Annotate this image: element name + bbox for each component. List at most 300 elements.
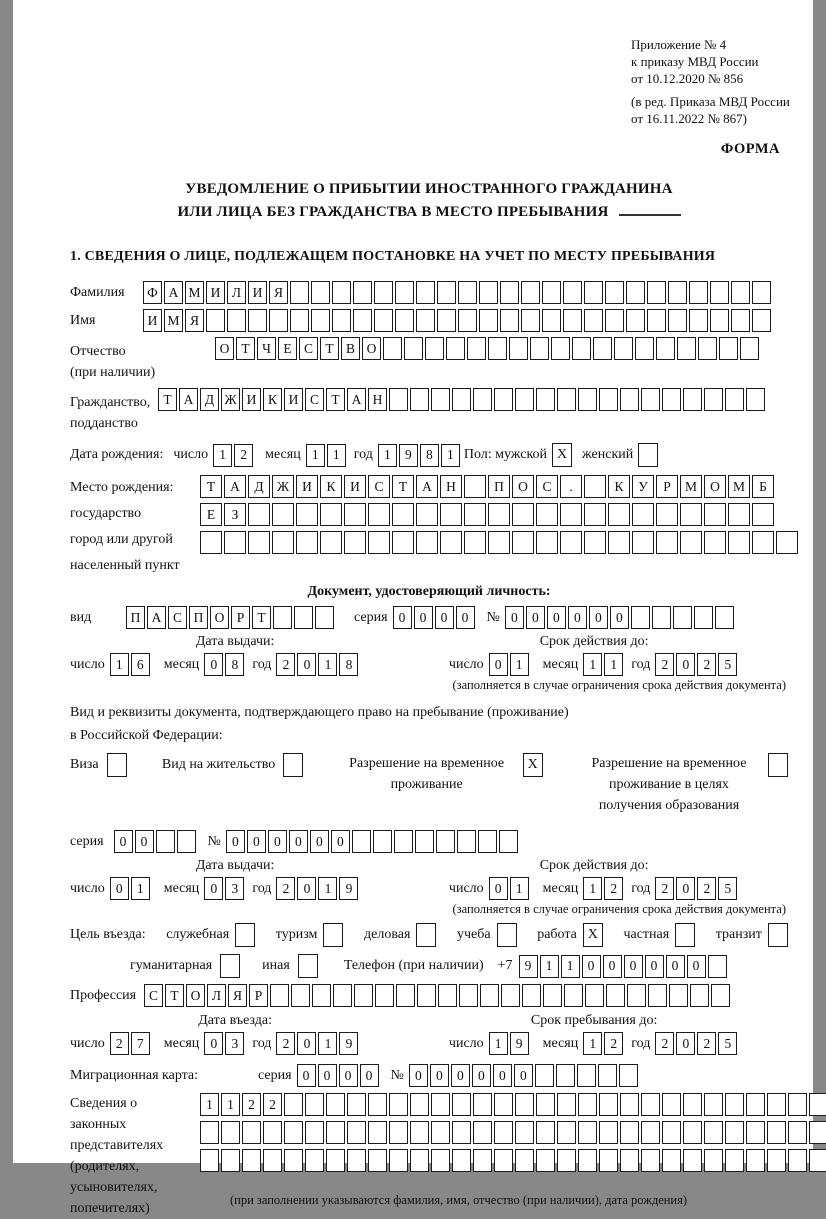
- char-cell[interactable]: [708, 955, 727, 978]
- char-cell[interactable]: З: [224, 503, 246, 526]
- char-cell[interactable]: [710, 309, 729, 332]
- char-cell[interactable]: [543, 984, 562, 1007]
- char-cell[interactable]: [690, 984, 709, 1007]
- char-cell[interactable]: [272, 531, 294, 554]
- char-cell[interactable]: [619, 1064, 638, 1087]
- char-cell[interactable]: [788, 1149, 807, 1172]
- char-cell[interactable]: [704, 1093, 723, 1116]
- char-cell[interactable]: 0: [666, 955, 685, 978]
- char-cell[interactable]: [352, 830, 371, 853]
- char-cell[interactable]: [410, 1149, 429, 1172]
- char-cell[interactable]: [536, 1121, 555, 1144]
- char-cell[interactable]: [416, 281, 435, 304]
- char-cell[interactable]: Я: [185, 309, 204, 332]
- char-cell[interactable]: 9: [399, 444, 418, 467]
- char-cell[interactable]: М: [185, 281, 204, 304]
- char-cell[interactable]: 1: [489, 1032, 508, 1055]
- checkbox-purpose-work[interactable]: X: [583, 923, 603, 947]
- char-cell[interactable]: [473, 1149, 492, 1172]
- char-cell[interactable]: [673, 606, 692, 629]
- char-cell[interactable]: [632, 503, 654, 526]
- char-cell[interactable]: [647, 309, 666, 332]
- char-cell[interactable]: [273, 606, 292, 629]
- char-cell[interactable]: [459, 984, 478, 1007]
- char-cell[interactable]: [536, 388, 555, 411]
- char-cell[interactable]: [788, 1121, 807, 1144]
- char-cell[interactable]: [662, 1093, 681, 1116]
- char-cell[interactable]: [488, 503, 510, 526]
- char-cell[interactable]: 0: [331, 830, 350, 853]
- char-cell[interactable]: [438, 984, 457, 1007]
- char-cell[interactable]: [767, 1093, 786, 1116]
- char-cell[interactable]: [373, 830, 392, 853]
- char-cell[interactable]: 2: [242, 1093, 261, 1116]
- char-cell[interactable]: В: [341, 337, 360, 360]
- char-cell[interactable]: Л: [207, 984, 226, 1007]
- char-cell[interactable]: [752, 531, 774, 554]
- char-cell[interactable]: [515, 388, 534, 411]
- char-cell[interactable]: 5: [718, 877, 737, 900]
- char-cell[interactable]: 0: [451, 1064, 470, 1087]
- char-cell[interactable]: Я: [269, 281, 288, 304]
- char-cell[interactable]: [290, 309, 309, 332]
- char-cell[interactable]: [479, 281, 498, 304]
- char-cell[interactable]: [809, 1149, 826, 1172]
- checkbox-residence-permit[interactable]: [283, 753, 303, 777]
- char-cell[interactable]: [776, 531, 798, 554]
- char-cell[interactable]: Ж: [272, 475, 294, 498]
- char-cell[interactable]: 0: [204, 653, 223, 676]
- char-cell[interactable]: [677, 337, 696, 360]
- char-cell[interactable]: [599, 1121, 618, 1144]
- char-cell[interactable]: [557, 388, 576, 411]
- char-cell[interactable]: 3: [225, 877, 244, 900]
- char-cell[interactable]: [284, 1093, 303, 1116]
- char-cell[interactable]: [656, 531, 678, 554]
- char-cell[interactable]: [305, 1093, 324, 1116]
- char-cell[interactable]: А: [224, 475, 246, 498]
- char-cell[interactable]: 2: [263, 1093, 282, 1116]
- char-cell[interactable]: 0: [456, 606, 475, 629]
- char-cell[interactable]: Д: [200, 388, 219, 411]
- char-cell[interactable]: 0: [393, 606, 412, 629]
- char-cell[interactable]: [332, 281, 351, 304]
- char-cell[interactable]: [333, 984, 352, 1007]
- char-cell[interactable]: [248, 503, 270, 526]
- char-cell[interactable]: [395, 281, 414, 304]
- char-cell[interactable]: [494, 1149, 513, 1172]
- char-cell[interactable]: [410, 1093, 429, 1116]
- char-cell[interactable]: [452, 1093, 471, 1116]
- char-cell[interactable]: [752, 503, 774, 526]
- char-cell[interactable]: 1: [318, 653, 337, 676]
- char-cell[interactable]: [464, 475, 486, 498]
- char-cell[interactable]: [383, 337, 402, 360]
- char-cell[interactable]: [530, 337, 549, 360]
- char-cell[interactable]: [556, 1064, 575, 1087]
- char-cell[interactable]: [272, 503, 294, 526]
- char-cell[interactable]: [788, 1093, 807, 1116]
- char-cell[interactable]: [605, 309, 624, 332]
- char-cell[interactable]: 0: [114, 830, 133, 853]
- char-cell[interactable]: 2: [655, 877, 674, 900]
- char-cell[interactable]: [320, 531, 342, 554]
- char-cell[interactable]: [584, 309, 603, 332]
- char-cell[interactable]: 1: [583, 1032, 602, 1055]
- char-cell[interactable]: [320, 503, 342, 526]
- char-cell[interactable]: [494, 1093, 513, 1116]
- char-cell[interactable]: [704, 531, 726, 554]
- char-cell[interactable]: А: [147, 606, 166, 629]
- char-cell[interactable]: [389, 388, 408, 411]
- char-cell[interactable]: [641, 1149, 660, 1172]
- char-cell[interactable]: И: [248, 281, 267, 304]
- char-cell[interactable]: [431, 1093, 450, 1116]
- char-cell[interactable]: [683, 1093, 702, 1116]
- char-cell[interactable]: Л: [227, 281, 246, 304]
- char-cell[interactable]: [584, 503, 606, 526]
- char-cell[interactable]: [509, 337, 528, 360]
- checkbox-visa[interactable]: [107, 753, 127, 777]
- checkbox-purpose-study[interactable]: [497, 923, 517, 947]
- char-cell[interactable]: 2: [655, 653, 674, 676]
- char-cell[interactable]: [711, 984, 730, 1007]
- char-cell[interactable]: 1: [441, 444, 460, 467]
- char-cell[interactable]: [312, 984, 331, 1007]
- char-cell[interactable]: 1: [110, 653, 129, 676]
- char-cell[interactable]: [326, 1149, 345, 1172]
- char-cell[interactable]: 1: [318, 1032, 337, 1055]
- char-cell[interactable]: 0: [409, 1064, 428, 1087]
- char-cell[interactable]: [479, 309, 498, 332]
- char-cell[interactable]: И: [143, 309, 162, 332]
- char-cell[interactable]: [752, 281, 771, 304]
- char-cell[interactable]: 7: [131, 1032, 150, 1055]
- char-cell[interactable]: 8: [420, 444, 439, 467]
- char-cell[interactable]: [515, 1149, 534, 1172]
- char-cell[interactable]: [315, 606, 334, 629]
- char-cell[interactable]: [464, 531, 486, 554]
- char-cell[interactable]: 8: [339, 653, 358, 676]
- char-cell[interactable]: [648, 984, 667, 1007]
- char-cell[interactable]: 8: [225, 653, 244, 676]
- char-cell[interactable]: М: [680, 475, 702, 498]
- char-cell[interactable]: [452, 1121, 471, 1144]
- char-cell[interactable]: [698, 337, 717, 360]
- char-cell[interactable]: [578, 1121, 597, 1144]
- char-cell[interactable]: [599, 388, 618, 411]
- char-cell[interactable]: [668, 281, 687, 304]
- char-cell[interactable]: [728, 531, 750, 554]
- char-cell[interactable]: [809, 1093, 826, 1116]
- char-cell[interactable]: [415, 830, 434, 853]
- char-cell[interactable]: [395, 309, 414, 332]
- checkbox-purpose-official[interactable]: [235, 923, 255, 947]
- char-cell[interactable]: [662, 388, 681, 411]
- char-cell[interactable]: И: [206, 281, 225, 304]
- char-cell[interactable]: 0: [360, 1064, 379, 1087]
- char-cell[interactable]: Ж: [221, 388, 240, 411]
- char-cell[interactable]: [694, 606, 713, 629]
- char-cell[interactable]: [488, 337, 507, 360]
- char-cell[interactable]: [515, 1121, 534, 1144]
- char-cell[interactable]: [177, 830, 196, 853]
- char-cell[interactable]: [494, 1121, 513, 1144]
- char-cell[interactable]: К: [608, 475, 630, 498]
- char-cell[interactable]: 2: [604, 1032, 623, 1055]
- char-cell[interactable]: [560, 503, 582, 526]
- char-cell[interactable]: [224, 531, 246, 554]
- char-cell[interactable]: 2: [697, 877, 716, 900]
- char-cell[interactable]: 1: [510, 877, 529, 900]
- checkbox-temp-residence[interactable]: X: [523, 753, 543, 777]
- char-cell[interactable]: [344, 531, 366, 554]
- char-cell[interactable]: Т: [320, 337, 339, 360]
- char-cell[interactable]: [584, 281, 603, 304]
- char-cell[interactable]: [284, 1121, 303, 1144]
- char-cell[interactable]: [704, 503, 726, 526]
- char-cell[interactable]: О: [210, 606, 229, 629]
- char-cell[interactable]: [626, 309, 645, 332]
- char-cell[interactable]: [752, 309, 771, 332]
- char-cell[interactable]: 0: [204, 1032, 223, 1055]
- char-cell[interactable]: Н: [368, 388, 387, 411]
- char-cell[interactable]: [296, 503, 318, 526]
- char-cell[interactable]: [446, 337, 465, 360]
- char-cell[interactable]: [431, 388, 450, 411]
- char-cell[interactable]: [425, 337, 444, 360]
- char-cell[interactable]: А: [164, 281, 183, 304]
- char-cell[interactable]: [631, 606, 650, 629]
- checkbox-purpose-humanitarian[interactable]: [220, 954, 240, 978]
- char-cell[interactable]: 0: [493, 1064, 512, 1087]
- char-cell[interactable]: 9: [339, 1032, 358, 1055]
- char-cell[interactable]: [584, 475, 606, 498]
- char-cell[interactable]: У: [632, 475, 654, 498]
- char-cell[interactable]: П: [488, 475, 510, 498]
- char-cell[interactable]: С: [144, 984, 163, 1007]
- char-cell[interactable]: С: [168, 606, 187, 629]
- char-cell[interactable]: [501, 984, 520, 1007]
- char-cell[interactable]: [536, 1093, 555, 1116]
- char-cell[interactable]: [560, 531, 582, 554]
- char-cell[interactable]: 0: [526, 606, 545, 629]
- char-cell[interactable]: [689, 281, 708, 304]
- char-cell[interactable]: [731, 309, 750, 332]
- char-cell[interactable]: [200, 1149, 219, 1172]
- char-cell[interactable]: [599, 1093, 618, 1116]
- char-cell[interactable]: [392, 531, 414, 554]
- char-cell[interactable]: [564, 984, 583, 1007]
- char-cell[interactable]: Ч: [257, 337, 276, 360]
- char-cell[interactable]: 1: [378, 444, 397, 467]
- char-cell[interactable]: [248, 309, 267, 332]
- char-cell[interactable]: 0: [247, 830, 266, 853]
- char-cell[interactable]: [368, 1093, 387, 1116]
- char-cell[interactable]: [704, 1149, 723, 1172]
- char-cell[interactable]: [494, 388, 513, 411]
- char-cell[interactable]: [410, 1121, 429, 1144]
- char-cell[interactable]: [473, 1093, 492, 1116]
- char-cell[interactable]: Е: [278, 337, 297, 360]
- char-cell[interactable]: [410, 388, 429, 411]
- checkbox-purpose-transit[interactable]: [768, 923, 788, 947]
- char-cell[interactable]: [542, 281, 561, 304]
- char-cell[interactable]: [374, 281, 393, 304]
- char-cell[interactable]: [662, 1121, 681, 1144]
- char-cell[interactable]: 1: [200, 1093, 219, 1116]
- checkbox-temp-residence-education[interactable]: [768, 753, 788, 777]
- checkbox-female[interactable]: [638, 443, 658, 467]
- char-cell[interactable]: 2: [110, 1032, 129, 1055]
- char-cell[interactable]: [353, 309, 372, 332]
- char-cell[interactable]: [593, 337, 612, 360]
- char-cell[interactable]: [632, 531, 654, 554]
- char-cell[interactable]: 0: [603, 955, 622, 978]
- char-cell[interactable]: [326, 1121, 345, 1144]
- char-cell[interactable]: [656, 503, 678, 526]
- char-cell[interactable]: [704, 388, 723, 411]
- char-cell[interactable]: 0: [582, 955, 601, 978]
- char-cell[interactable]: А: [416, 475, 438, 498]
- char-cell[interactable]: .: [560, 475, 582, 498]
- char-cell[interactable]: [416, 503, 438, 526]
- char-cell[interactable]: 1: [540, 955, 559, 978]
- char-cell[interactable]: 9: [519, 955, 538, 978]
- char-cell[interactable]: 0: [430, 1064, 449, 1087]
- char-cell[interactable]: [536, 531, 558, 554]
- char-cell[interactable]: К: [320, 475, 342, 498]
- char-cell[interactable]: [608, 531, 630, 554]
- char-cell[interactable]: [392, 503, 414, 526]
- char-cell[interactable]: [368, 531, 390, 554]
- char-cell[interactable]: И: [296, 475, 318, 498]
- char-cell[interactable]: [452, 1149, 471, 1172]
- char-cell[interactable]: [437, 281, 456, 304]
- char-cell[interactable]: [221, 1121, 240, 1144]
- char-cell[interactable]: [480, 984, 499, 1007]
- char-cell[interactable]: [437, 309, 456, 332]
- char-cell[interactable]: А: [347, 388, 366, 411]
- char-cell[interactable]: [263, 1149, 282, 1172]
- char-cell[interactable]: 5: [718, 1032, 737, 1055]
- char-cell[interactable]: Т: [326, 388, 345, 411]
- char-cell[interactable]: И: [242, 388, 261, 411]
- char-cell[interactable]: [599, 1149, 618, 1172]
- char-cell[interactable]: [680, 531, 702, 554]
- char-cell[interactable]: Т: [165, 984, 184, 1007]
- char-cell[interactable]: [500, 281, 519, 304]
- char-cell[interactable]: Т: [200, 475, 222, 498]
- char-cell[interactable]: [620, 1121, 639, 1144]
- char-cell[interactable]: [683, 1149, 702, 1172]
- char-cell[interactable]: [683, 388, 702, 411]
- char-cell[interactable]: 1: [327, 444, 346, 467]
- char-cell[interactable]: [368, 1121, 387, 1144]
- checkbox-purpose-other[interactable]: [298, 954, 318, 978]
- char-cell[interactable]: 2: [276, 1032, 295, 1055]
- char-cell[interactable]: 0: [624, 955, 643, 978]
- char-cell[interactable]: 0: [568, 606, 587, 629]
- char-cell[interactable]: П: [126, 606, 145, 629]
- char-cell[interactable]: [656, 337, 675, 360]
- char-cell[interactable]: [368, 1149, 387, 1172]
- char-cell[interactable]: 1: [318, 877, 337, 900]
- char-cell[interactable]: [620, 388, 639, 411]
- char-cell[interactable]: [396, 984, 415, 1007]
- char-cell[interactable]: [572, 337, 591, 360]
- char-cell[interactable]: 0: [589, 606, 608, 629]
- char-cell[interactable]: [389, 1121, 408, 1144]
- char-cell[interactable]: [326, 1093, 345, 1116]
- char-cell[interactable]: 5: [718, 653, 737, 676]
- char-cell[interactable]: [389, 1093, 408, 1116]
- char-cell[interactable]: [354, 984, 373, 1007]
- char-cell[interactable]: [521, 281, 540, 304]
- char-cell[interactable]: 0: [676, 877, 695, 900]
- char-cell[interactable]: 0: [414, 606, 433, 629]
- char-cell[interactable]: Т: [392, 475, 414, 498]
- char-cell[interactable]: [620, 1149, 639, 1172]
- char-cell[interactable]: 2: [604, 877, 623, 900]
- char-cell[interactable]: [200, 1121, 219, 1144]
- char-cell[interactable]: 0: [297, 653, 316, 676]
- char-cell[interactable]: 0: [610, 606, 629, 629]
- char-cell[interactable]: [662, 1149, 681, 1172]
- char-cell[interactable]: 0: [645, 955, 664, 978]
- char-cell[interactable]: [156, 830, 175, 853]
- char-cell[interactable]: [431, 1121, 450, 1144]
- char-cell[interactable]: 0: [489, 653, 508, 676]
- char-cell[interactable]: 0: [289, 830, 308, 853]
- char-cell[interactable]: П: [189, 606, 208, 629]
- char-cell[interactable]: Т: [252, 606, 271, 629]
- char-cell[interactable]: [551, 337, 570, 360]
- char-cell[interactable]: [305, 1149, 324, 1172]
- char-cell[interactable]: [614, 337, 633, 360]
- char-cell[interactable]: [598, 1064, 617, 1087]
- char-cell[interactable]: [557, 1093, 576, 1116]
- char-cell[interactable]: 0: [505, 606, 524, 629]
- char-cell[interactable]: [578, 1093, 597, 1116]
- char-cell[interactable]: К: [263, 388, 282, 411]
- char-cell[interactable]: 1: [561, 955, 580, 978]
- char-cell[interactable]: А: [179, 388, 198, 411]
- char-cell[interactable]: [725, 1093, 744, 1116]
- char-cell[interactable]: 1: [213, 444, 232, 467]
- char-cell[interactable]: 0: [547, 606, 566, 629]
- char-cell[interactable]: [332, 309, 351, 332]
- char-cell[interactable]: 0: [514, 1064, 533, 1087]
- char-cell[interactable]: [464, 503, 486, 526]
- char-cell[interactable]: [394, 830, 413, 853]
- char-cell[interactable]: [242, 1149, 261, 1172]
- char-cell[interactable]: Т: [236, 337, 255, 360]
- char-cell[interactable]: 0: [297, 1032, 316, 1055]
- char-cell[interactable]: С: [299, 337, 318, 360]
- char-cell[interactable]: [499, 830, 518, 853]
- char-cell[interactable]: [608, 503, 630, 526]
- char-cell[interactable]: [347, 1149, 366, 1172]
- char-cell[interactable]: [404, 337, 423, 360]
- char-cell[interactable]: 0: [318, 1064, 337, 1087]
- char-cell[interactable]: [577, 1064, 596, 1087]
- char-cell[interactable]: [652, 606, 671, 629]
- char-cell[interactable]: [563, 309, 582, 332]
- checkbox-purpose-tourism[interactable]: [323, 923, 343, 947]
- char-cell[interactable]: Р: [231, 606, 250, 629]
- char-cell[interactable]: [248, 531, 270, 554]
